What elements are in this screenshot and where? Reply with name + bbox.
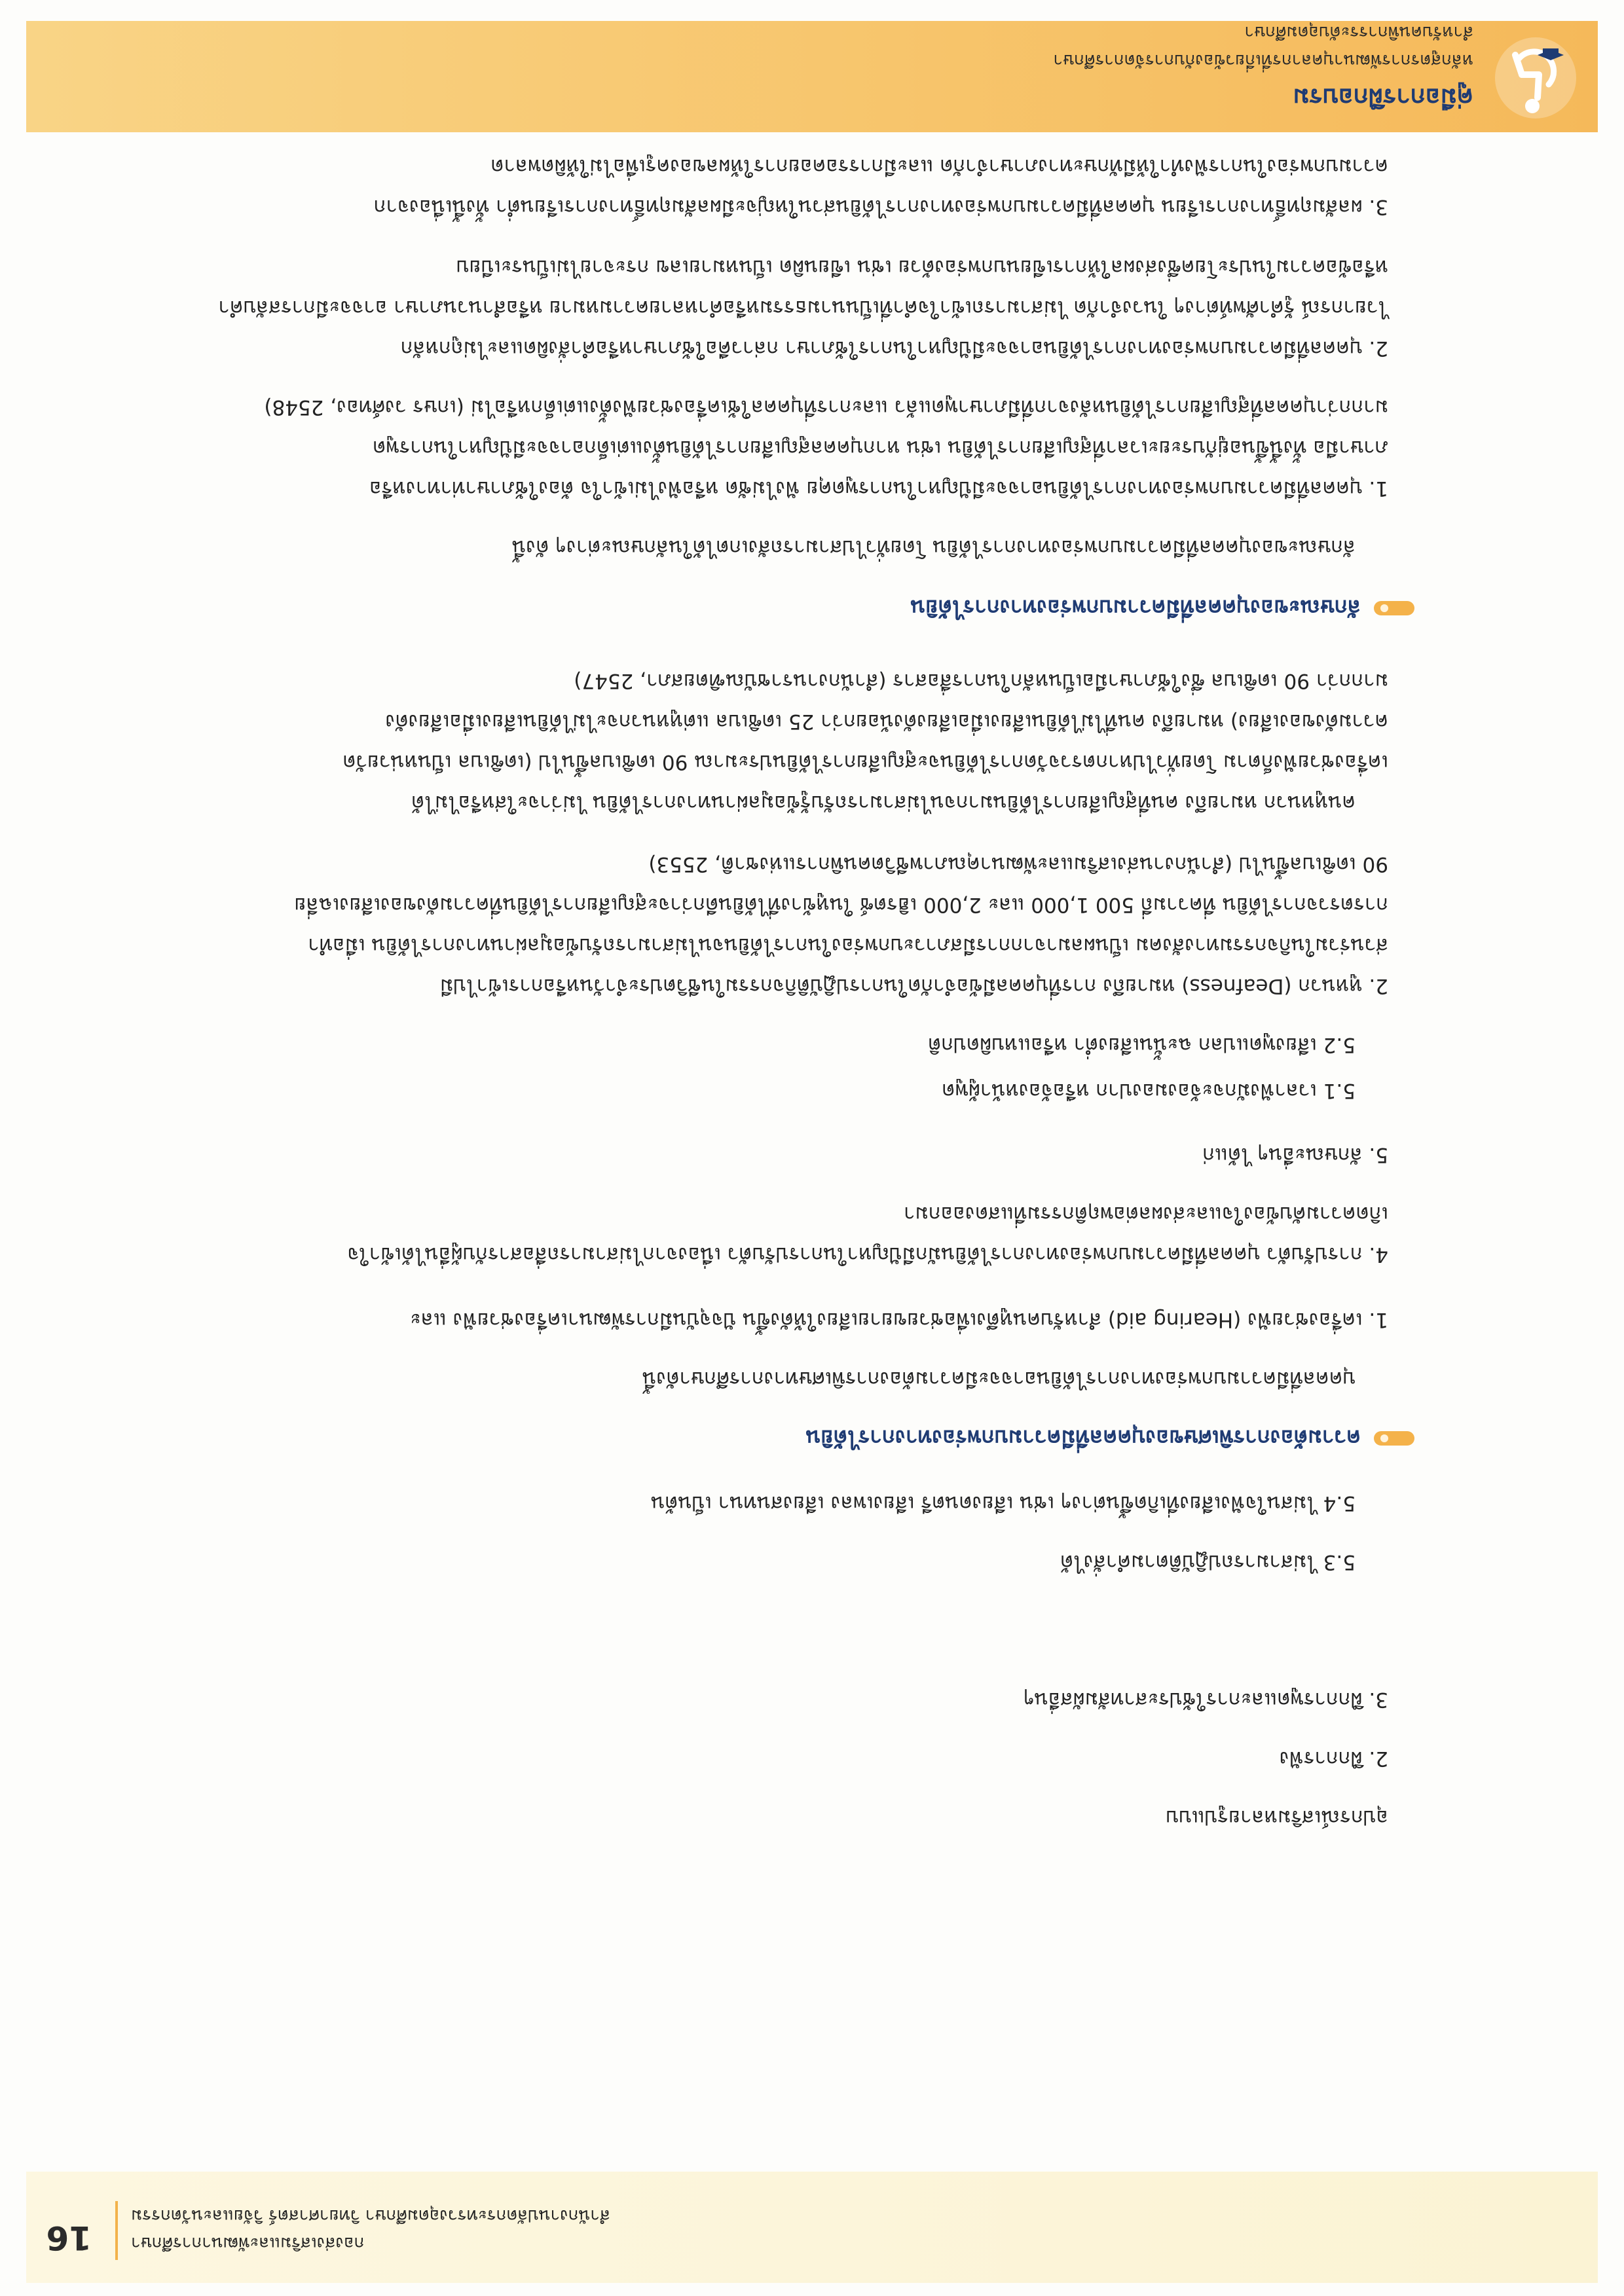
heading-bullet-icon — [1374, 601, 1414, 615]
page-header — [26, 21, 1598, 132]
section-heading-text: ความต้องการพิเศษของบุคคลที่มีความบกพร่องทางการได้ยิน — [805, 1425, 1361, 1451]
deafness-paragraph-line: การตรวจการได้ยิน ที่ความถี่ 500 1,000 และ 2,000 เฮิรตซ์ ในหูข้างที่ได้ยินดีกว่าจะสูญเสียการได้ยินที่ความดังของเสียงเฉลี่ย — [294, 893, 1388, 917]
page-number: 16 — [46, 2219, 92, 2257]
special-need-item-1: 1. เครื่องช่วยฟัง (Hearing aid) สำหรับคนหูตึงเพื่อช่วยขยายเสียงให้ดังขึ้น ปัจจุบันมีการพัฒนาเครื่องช่วยฟัง และ — [410, 1308, 1388, 1332]
characteristic-item-2-cont: หรือข้อความในประโยคซึ่งส่งผลให้การเขียนบกพร่องด้วย เช่น เขียนผิด เป็นหมายเลข กระจายไม่เป็นระเบียบ — [456, 255, 1388, 279]
footer-department: กองส่งเสริมและพัฒนาการศึกษา — [131, 2233, 365, 2253]
course-subtitle: สำหรับคนพิการระดับอุดมศึกษา — [1244, 22, 1473, 42]
wheelchair-graduate-icon — [1493, 35, 1578, 120]
characteristic-item-1-cont: ภาษามือ ทั้งนี้ขึ้นอยู่กับระยะเวลาที่สูญเสียการได้ยิน เช่น หากบุคคลสูญเสียการได้ยินตั้งแต่เด็กอาจจะมีปัญหาในการพูด — [372, 436, 1388, 460]
characteristic-item-1-cont: มากกว่าบุคคลที่สูญเสียการได้ยินหลังจากที่มีภาษาพูดแล้ว และการที่บุคคลใช้เครื่องช่วยฟังตั้งแต่เด็กหรือไม่ (เกษร วงศ์ทอง, 2548) — [264, 395, 1388, 419]
characteristic-item-4-cont: เกิดความคับข้องใจและส่งผลต่อพฤติกรรมที่แสดงออกมา — [903, 1202, 1388, 1226]
deafness-paragraph-line: 2. หูหนวก (Deafness) หมายถึง การที่บุคคลมีข้อจำกัดในการปฏิบัติกิจกรรมในชีวิตประจำวันหรือการเข้าไปมี — [439, 974, 1388, 998]
page-footer — [26, 2172, 1598, 2283]
special-needs-intro: บุคคลที่มีความบกพร่องทางการได้ยินอาจจะมีความต้องการพิเศษทางการศึกษาดังนี้ — [642, 1367, 1356, 1391]
deaf-person-paragraph-line: มากกว่า 90 เดซิเบล ซึ่งใช้ภาษามือเป็นหลักในการสื่อสาร (สำนักงานราชบัณฑิตยสภา, 2547) — [574, 669, 1388, 693]
deafness-paragraph-line: 90 เดซิเบลขึ้นไป (สำนักงานส่งเสริมและพัฒนาคุณภาพชีวิตคนพิการแห่งชาติ, 2553) — [648, 852, 1388, 876]
characteristic-item-5-4: 5.4 ไม่สนใจฟังเสียงที่เกิดขึ้นต่างๆ เช่น เสียงดนตรี เสียงเพลง เสียงสนทนา เป็นต้น — [651, 1491, 1356, 1515]
section-heading-characteristics — [911, 589, 1414, 628]
characteristic-item-3-cont: ความบกพร่องในการฟังทำให้มีทักษะทางภาษาจำกัด และมีการรอคอยการให้ผลของครูเพื่อไม่ให้ผิดพลาด — [490, 155, 1388, 178]
characteristic-item-5-1: 5.1 เวลาฟังมักจะจ้องมองปาก หรือจ้องหน้าผู้พูด — [942, 1079, 1356, 1102]
footer-divider — [115, 2201, 118, 2260]
section-heading-special-needs — [806, 1419, 1414, 1458]
characteristic-item-2: 2. บุคคลที่มีความบกพร่องทางการได้ยินอาจจะมีปัญหาในการใช้ภาษา กล่าวคือใช้ภาษาหรือคำสั่งผิดและไม่ถูกหลัก — [400, 337, 1388, 360]
characteristic-item-1: 1. บุคคลที่มีความบกพร่องทางการได้ยินอาจจะมีปัญหาในการพูดคุย ฟังไม่ชัด หรือฟังไม่เข้าใจ ต้องใช้ภาษาท่าทางหรือ — [369, 477, 1388, 500]
footer-ministry: สำนักงานปลัดกระทรวงอุดมศึกษา วิทยาศาสตร์ วิจัยและนวัตกรรม — [131, 2206, 610, 2225]
deafness-paragraph-line: ส่วนร่วมในกิจกรรมทางสังคม เป็นผลมาจากการมีสภาวะบกพร่องในการได้ยินจนไม่สามารถรับข้อมูลผ่านทางการได้ยิน เมื่อทำ — [308, 934, 1388, 957]
characteristic-item-4: 4. การปรับตัว บุคคลที่มีความบกพร่องทางการได้ยินมักมีปัญหาในการปรับตัว เนื่องจากไม่สามารถสื่อสารกับผู้อื่นได้เข้าใจ — [347, 1243, 1388, 1266]
characteristic-item-5-2: 5.2 เสียงพูดแปลก ฉะนั้นเสียงต่ำ หรือแหบผิดปกติ — [928, 1033, 1356, 1057]
characteristic-item-3: 3. ผลสัมฤทธิ์ทางการเรียน บุคคลที่มีความบกพร่องทางการได้ยินส่วนใหญ่จะมีผลสัมฤทธิ์ทางการเรียนต่ำ ทั้งนี้เนื่องจาก — [373, 195, 1388, 219]
special-need-item-1-cont: อุปกรณ์เสริมหลายรูปแบบ — [1166, 1806, 1388, 1829]
heading-bullet-icon — [1374, 1431, 1414, 1446]
characteristic-item-5-3: 5.3 ไม่สามารถปฏิบัติตามคำสั่งได้ — [1060, 1550, 1356, 1574]
characteristic-item-5: 5. ลักษณะอื่นๆ ได้แก่ — [1202, 1143, 1388, 1167]
section-heading-text: ลักษณะของบุคคลที่มีความบกพร่องทางการได้ยิน — [910, 595, 1361, 621]
deaf-person-paragraph-line: เครื่องช่วยฟังก็ตาม โดยทั่วไปหากตรวจวัดการได้ยินจะสูญเสียการได้ยินประมาณ 90 เดซิเบลขึ้นไป (เดซิเบล เป็นหน่วยวัด — [342, 750, 1388, 774]
special-need-item-2: 2. ฝึกการฟัง — [1279, 1747, 1388, 1770]
manual-title: คู่มือการฝึกอบรม — [1293, 83, 1473, 112]
course-title: หลักสูตรการพัฒนาบุคลากรที่เกี่ยวข้องกับการจัดการศึกษา — [1053, 50, 1473, 70]
special-need-item-3: 3. ฝึกการพูดและการใช้ประสาทสัมผัสอื่นๆ — [1023, 1688, 1388, 1711]
characteristics-intro: ลักษณะของบุคคลที่มีความบกพร่องทางการได้ยิน โดยทั่วไปสามารถสังเกตได้ในลักษณะต่างๆ ดังนี้ — [511, 536, 1356, 559]
header-titles — [622, 19, 1473, 118]
characteristic-item-2-cont: ไวยากรณ์ รู้คำศัพท์ต่างๆ ในวงจำกัด ไม่สามารถเข้าใจคำที่เป็นนามธรรมหรือคำหลายความหมาย หรือสำนวนภาษา อาจจะมีการสลับคำ — [218, 296, 1388, 319]
deaf-person-paragraph-line: คนหูหนวก หมายถึง คนที่สูญเสียการได้ยินมากจนไม่สามารถรับรู้ข้อมูลผ่านทางการได้ยิน ไม่ว่าจะใส่หรือไม่ได้ — [411, 791, 1356, 814]
deaf-person-paragraph-line: ความดังของเสียง) หมายถึง คนที่ไม่ได้ยินเสียงเมื่อเสียงดังน้อยกว่า 25 เดซิเบล แต่หูหนวกจะไม่ได้ยินเสียงเมื่อเสียงดัง — [385, 710, 1388, 733]
